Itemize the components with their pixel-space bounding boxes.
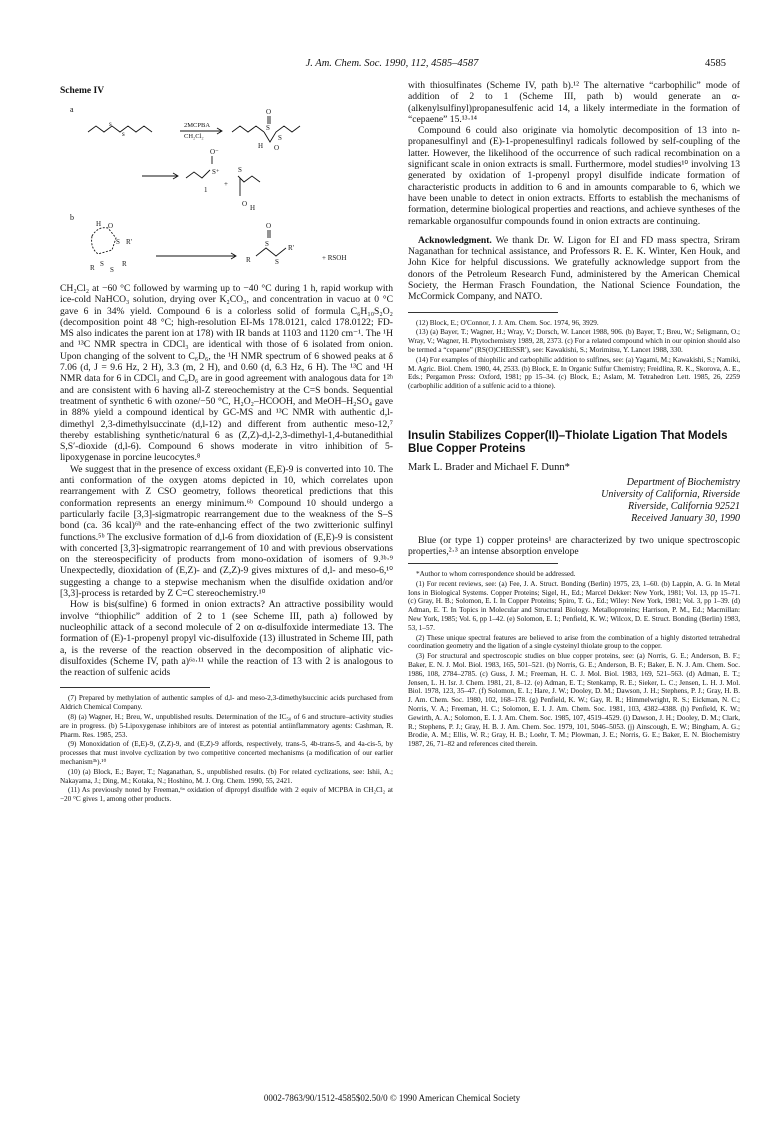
svg-text:s: s (109, 120, 112, 128)
disulfoxide-product (232, 126, 264, 132)
page-footer: 0002-7863/90/1512-4585$02.50/0 © 1990 American Chemical Society (263, 1093, 521, 1103)
affiliation (408, 477, 740, 524)
homolytic-paragraph: Compound 6 could also originate via homolytic decomposition of 13 into n-propanesulfinyl and (E)-1-propenesulfinyl radicals followed by self-coupling of the latter. However, the likelihood of the occurrence of such radical recombination on a significant scale in onion extracts is small. Furthermore, model studies¹⁰ involving 13 generated by oxidation of 1-propenyl propyl disulfide indicate formation of characteristic products in addition to 6 and in amounts comparable to 6, which we have been unable to detect in onion extracts. Efforts to establish the mechanisms of formation, determine biological properties and reactions, and achieve syntheses of the remarkable organosulfur compounds found in onion extracts are continuing. (408, 125, 740, 227)
mechanism-paragraph: We suggest that in the presence of excess oxidant (E,E)-9 is converted into 10. The anti conformation of the oxygen atoms depicted in 10, which correlates upon rearrangement with Z CSO geometry, follows theoretical predictions that this conformation represents an energy minimum.⁶ᵇ Compound 10 should undergo a particularly facile [3,3]-sigmatropic rearrangement due to the weakness of the S–S bond (ca. 36 kcal)⁶ᵇ and the rate-enhancing effect of the two zwitterionic sulfinyl functions.⁵ᵇ The exclusive formation of d,l-6 from dioxidation of (E,E)-9 is consistent with concerted [3,3]-sigmatropic rearrangement of 10 and with previous observations on the stereospecificity of products from mono-oxidation of isomers of 9.³ᵇ·⁹ Unexpectedly, dioxidation of (E,Z)- and (Z,Z)-9 gives mixtures of d,l- and meso-6,¹⁰ suggesting a change to a stepwise mechanism when the disulfide oxidation and/or [3,3]-process is retarded by Z C=C stereochemistry.¹⁰ (60, 463, 393, 600)
affiliation-university: University of California, Riverside (601, 489, 740, 501)
svg-text:O: O (274, 144, 280, 152)
scheme-label-b: b (70, 213, 74, 222)
svg-text:R': R' (288, 244, 294, 252)
svg-text:O: O (266, 222, 272, 230)
disulfide-reactant (88, 126, 152, 132)
footnote-13: (13) (a) Bayer, T.; Wagner, H.; Wray, V.; Dorsch, W. Lancet 1988, 906. (b) Bayer, T.; Breu, W.; Seligmann, O.; Wray, V.; Wagner, H. Phytochemistry 1989, 28, 2373. (c) For a related compound which in our opinion should also be termed a “cepaene” (RS(O)CHEtSSR′), see: Kawakishi, S.; Morimitsu, Y. Lancet 1988, 330. (408, 328, 740, 355)
scheme-iv-structures (60, 96, 400, 281)
svg-text:R': R' (126, 238, 132, 246)
svg-text:S: S (110, 266, 114, 274)
affiliation-department: Department of Biochemistry (626, 477, 740, 489)
svg-text:S: S (266, 124, 270, 132)
affiliation-location: Riverside, California 92521 (628, 500, 740, 512)
svg-text:S: S (265, 240, 269, 248)
footnote-14: (14) For examples of thiophilic and carbophilic addition to sulfines, see: (a) Yagami, M.; Kawakishi, S.; Namiki, M. Agric. Biol. Chem. 1980, 44, 2533. (b) Block, E. In Organic Sulfur Chemistry; Freidlina, R. K., Skorova, A. E., Eds.; Pergamon Press: Oxford, 1981; pp 15–34. (c) Block, E.; Aslam, M. Tetrahedron Lett. 1985, 26, 2259 (carbophilic addition of a sulfenic acid to a thione). (408, 355, 740, 391)
scheme-label-a: a (70, 105, 74, 114)
running-header (0, 58, 784, 72)
footnote-12: (12) Block, E.; O'Connor, J. J. Am. Chem. Soc. 1974, 96, 3929. (416, 318, 599, 327)
continuation-paragraph: with thiosulfinates (Scheme IV, path b).¹² The alternative “carbophilic” mode of addition of 2 to 1 (Scheme III, path b) would generate an α-(alkenylsulfinyl)propanesulfenic acid 14, a likely intermediate in the formation of “cepaene” 15.¹³·¹⁴ (408, 80, 740, 125)
article-title: Insulin Stabilizes Copper(II)–Thiolate Ligation That Models Blue Copper Proteins (408, 430, 728, 456)
footnote-divider (408, 563, 558, 564)
footnote-10: (10) (a) Block, E.; Bayer, T.; Naganathan, S., unpublished results. (b) For related cyclizations, see: Ishii, A.; Nakayama, J.; Ding, M.; Kotaka, N.; Hoshino, M. J. Org. Chem. 1990, 55, 2421. (60, 767, 393, 785)
svg-text:H: H (258, 142, 264, 150)
footnote-r2: (2) These unique spectral features are believed to arise from the combination of a highly distorted tetrahedral coordination geometry and the ligation of a single cysteinyl thiolate group to the copper. (408, 633, 740, 651)
svg-text:R: R (90, 264, 95, 272)
footnote-r3: (3) For structural and spectroscopic studies on blue copper proteins, see: (a) Norris, G. E.; Anderson, B. F.; Baker, E. N. J. Mol. Biol. 1983, 165, 501–521. (b) Norris, G. E.; Anderson, B. F.; Baker, E. N. J. Am. Chem. Soc. 1986, 108, 2784–2785. (c) Guss, J. M.; Freeman, H. C. J. Mol. Biol. 1983, 169, 521–563. (d) Adman, E. T.; Jensen, L. H. Isr. J. Chem. 1981, 21, 8–12. (e) Adman, E. T.; Stenkamp, R. E.; Sieker, L. C.; Jensen, L. H. J. Mol. Biol. 1978, 123, 35–47. (f) Solomon, E. I.; Hare, J. W.; Dooley, D. M.; Dawson, J. H.; Stephens, P. J.; Gray, H. B. J. Am. Chem. Soc. 1980, 102, 168–178. (g) Penfield, K. W.; Gay, R. R.; Himmelwright, R. S.; Eickman, N. C.; Norris, V. A.; Freeman, H. C.; Solomon, E. I. J. Am. Chem. Soc. 1981, 103, 4382–4388. (h) Penfield, K. W.; Gewirth, A. A.; Solomon, E. I. J. Am. Chem. Soc. 1985, 107, 4519–4529. (i) Dawson, J. H.; Dooley, D. M.; Clark, R.; Stephens, P. J.; Gray, H. B. J. Am. Chem. Soc. 1979, 101, 5046–5053. (j) Ainscough, E. W.; Bingham, A. G.; Brodie, A. M.; Ellis, W. R.; Gray, H. B.; Loehr, T. M.; Plowman, J. E.; Norris, G. E.; Baker, E. N. Biochemistry 1987, 26, 71–82 and references cited therein. (408, 652, 740, 749)
thiosulfinate-product (256, 248, 286, 256)
article-authors: Mark L. Brader and Michael F. Dunn* (408, 462, 570, 474)
sulfine-product (186, 170, 210, 178)
journal-citation: J. Am. Chem. Soc. 1990, 112, 4585–4587 (305, 58, 479, 69)
svg-text:S: S (100, 260, 104, 268)
reagent-mcpba: 2MCPBA (184, 122, 211, 129)
onion-formation-paragraph: How is bis(sulfine) 6 formed in onion extracts? An attractive possibility would involve “thiophilic” addition of 2 to 1 (see Scheme III, path a) followed by nucleophilic attack of a second molecule of 2 on α-disulfoxide intermediate 13. The formation of (E)-1-propenyl propyl vic-disulfoxide (13) illustrated in Scheme III, path a, is the reverse of the reaction observed in the decomposition of aliphatic vic-disulfoxides (Scheme IV, path a)⁶ᵃ·¹¹ while the reaction of 13 with 2 is analogous to the reaction of sulfenic acids (60, 599, 393, 679)
footnote-divider (60, 687, 210, 688)
synthesis-paragraph: CH₂Cl₂ at −60 °C followed by warming up to −40 °C during 1 h, rapid workup with ice-cold NaHCO₃ solution, drying over K₂CO₃, and concentration in vacuo at 0 °C gave 6 in 34% yield. Compound 6 is a colorless solid of formula C₆H₁₀S₂O₂ (decomposition point 48 °C; high-resolution EI-Ms 178.0121, calcd 178.0122; FD-MS also indicates the parent ion at 178) with IR bands at 1103 and 1120 cm⁻¹. The ¹H and ¹³C NMR spectra in CDCl₃ are identical with those of 6 isolated from onion. Upon changing of the solvent to C₆D₆, the ¹H NMR spectrum of 6 showed peaks at δ 7.06 (d, J = 9.6 Hz, 2 H), 3.3 (m, 2 H), and 0.60 (d, 6.3 Hz, 6 H). The ¹³C and ¹H NMR data for 6 in CDCl₃ and C₆D₆ are in good agreement with analogous data for 1²ʰ and are consistent with 6 having all-Z stereochemistry at the C=S bonds. Sequential treatment of synthetic 6 with ozone/−50 °C, H₂O₂–HCOOH, and MeOH–H₂SO₄ gave in 88% yield a compound identical by GC-MS and ¹³C NMR with authentic d,l-dimethyl 2,3-dimethylsuccinate (d,l-12) and different from authentic meso-12,⁷ thereby establishing synthetic/natural 6 as (Z,Z)-d,l-2,3-dimethyl-1,4-butanedithial S,S′-dioxide (d,l-6). Compound 6 shows moderate in vitro inhibition of 5-lipoxygenase in porcine leucocytes.⁸ (60, 283, 393, 464)
right-column (408, 80, 740, 750)
footnote-11: (11) As previously noted by Freeman,⁶ᵃ oxidation of dipropyl disulfide with 2 equiv of MCPBA in CH₂Cl₂ at −20 °C gives 1, among other products. (60, 786, 393, 804)
svg-text:S: S (116, 238, 120, 246)
footnote-8: (8) (a) Wagner, H.; Breu, W., unpublished results. Determination of the IC₅₀ of 6 and structure–activity studies are in progress. (b) 5-Lipoxygenase inhibitors are of interest as potential antiinflammatory agents: Cashman, R. Pharm. Res. 1985, 253. (60, 712, 393, 739)
svg-text:S: S (238, 166, 242, 174)
page-number: 4585 (705, 58, 726, 69)
svg-text:H: H (250, 204, 256, 212)
scheme-title: Scheme IV (60, 86, 105, 96)
svg-text:R: R (122, 260, 127, 268)
correspondence-note: *Author to whom correspondence should be addressed. (416, 570, 576, 579)
footnote-7: (7) Prepared by methylation of authentic samples of d,l- and meso-2,3-dimethylsuccinic acids purchased from Aldrich Chemical Company. (60, 694, 393, 712)
svg-text:H: H (96, 220, 102, 228)
svg-text:s: s (122, 130, 125, 138)
received-date: Received January 30, 1990 (631, 512, 740, 524)
rsoh-byproduct: + RSOH (322, 254, 347, 262)
svg-text:O: O (242, 200, 248, 208)
acknowledgment (408, 235, 740, 303)
acknowledgment-body: We thank Dr. W. Ligon for EI and FD mass spectra, Sriram Naganathan for technical assistance, and Professors R. E. K. Winter, Ken Houk, and John Kice for helpful discussions. We gratefully acknowledge support from the donors of the Petroleum Research Fund, administered by the American Chemical Society, the Herman Frasch Foundation, the National Science Foundation, the McCormick Company, and NATO. (408, 234, 740, 303)
svg-text:S⁺: S⁺ (212, 168, 220, 176)
left-column (60, 283, 393, 805)
footnote-divider (408, 312, 558, 313)
sulfenic-acid-product (238, 176, 260, 182)
svg-text:S: S (275, 258, 279, 266)
reagent-solvent: CH₂Cl₂ (184, 133, 204, 140)
article-intro: Blue (or type 1) copper proteins¹ are characterized by two unique spectroscopic properties,²·³ an intense absorption envelope (408, 534, 740, 557)
svg-text:S: S (278, 134, 282, 142)
footnote-r1: (1) For recent reviews, see: (a) Fee, J. A. Struct. Bonding (Berlin) 1975, 23, 1–60. (b) Lappin, A. G. In Metal Ions in Biological Systems. Copper Proteins; Sigel, H., Ed.; Marcel Dekker: New York, 1981; Vol. 13, pp 15–71. (c) Gray, H. B.; Solomon, E. I. In Copper Proteins; Spiro, T. G., Ed.; Wiley: New York, 1981; Vol. 3, pp 1–39. (d) Adman, E. T. In Topics in Molecular and Structural Biology. Metalloproteins; Harrison, P. M., Ed.; Macmillan: New York, 1985; Vol. 6, pp 1–42. (e) Solomon, E. I.; Penfield, K. W.; Wilcox, D. E. Struct. Bonding (Berlin) 1983, 53, 1–57. (408, 579, 740, 632)
svg-text:O: O (108, 222, 114, 230)
right-footnotes-bottom (408, 570, 740, 749)
cyclic-transition-state (92, 228, 116, 254)
svg-text:+: + (224, 180, 228, 188)
svg-text:O⁻: O⁻ (210, 148, 219, 156)
left-footnotes (60, 694, 393, 804)
product-label-1: 1 (204, 186, 208, 194)
svg-text:O: O (266, 108, 272, 116)
svg-text:R: R (246, 256, 251, 264)
right-footnotes-top (408, 319, 740, 391)
footnote-9: (9) Monoxidation of (E,E)-9, (Z,Z)-9, and (E,Z)-9 affords, respectively, trans-5, 4b-trans-5, and 4a-cis-5, by processes that must involve cyclization by two competitive concerted mechanisms (a modification of our earlier mechanism³ᵇ).¹⁰ (60, 740, 393, 766)
acknowledgment-heading: Acknowledgment. (418, 234, 492, 246)
